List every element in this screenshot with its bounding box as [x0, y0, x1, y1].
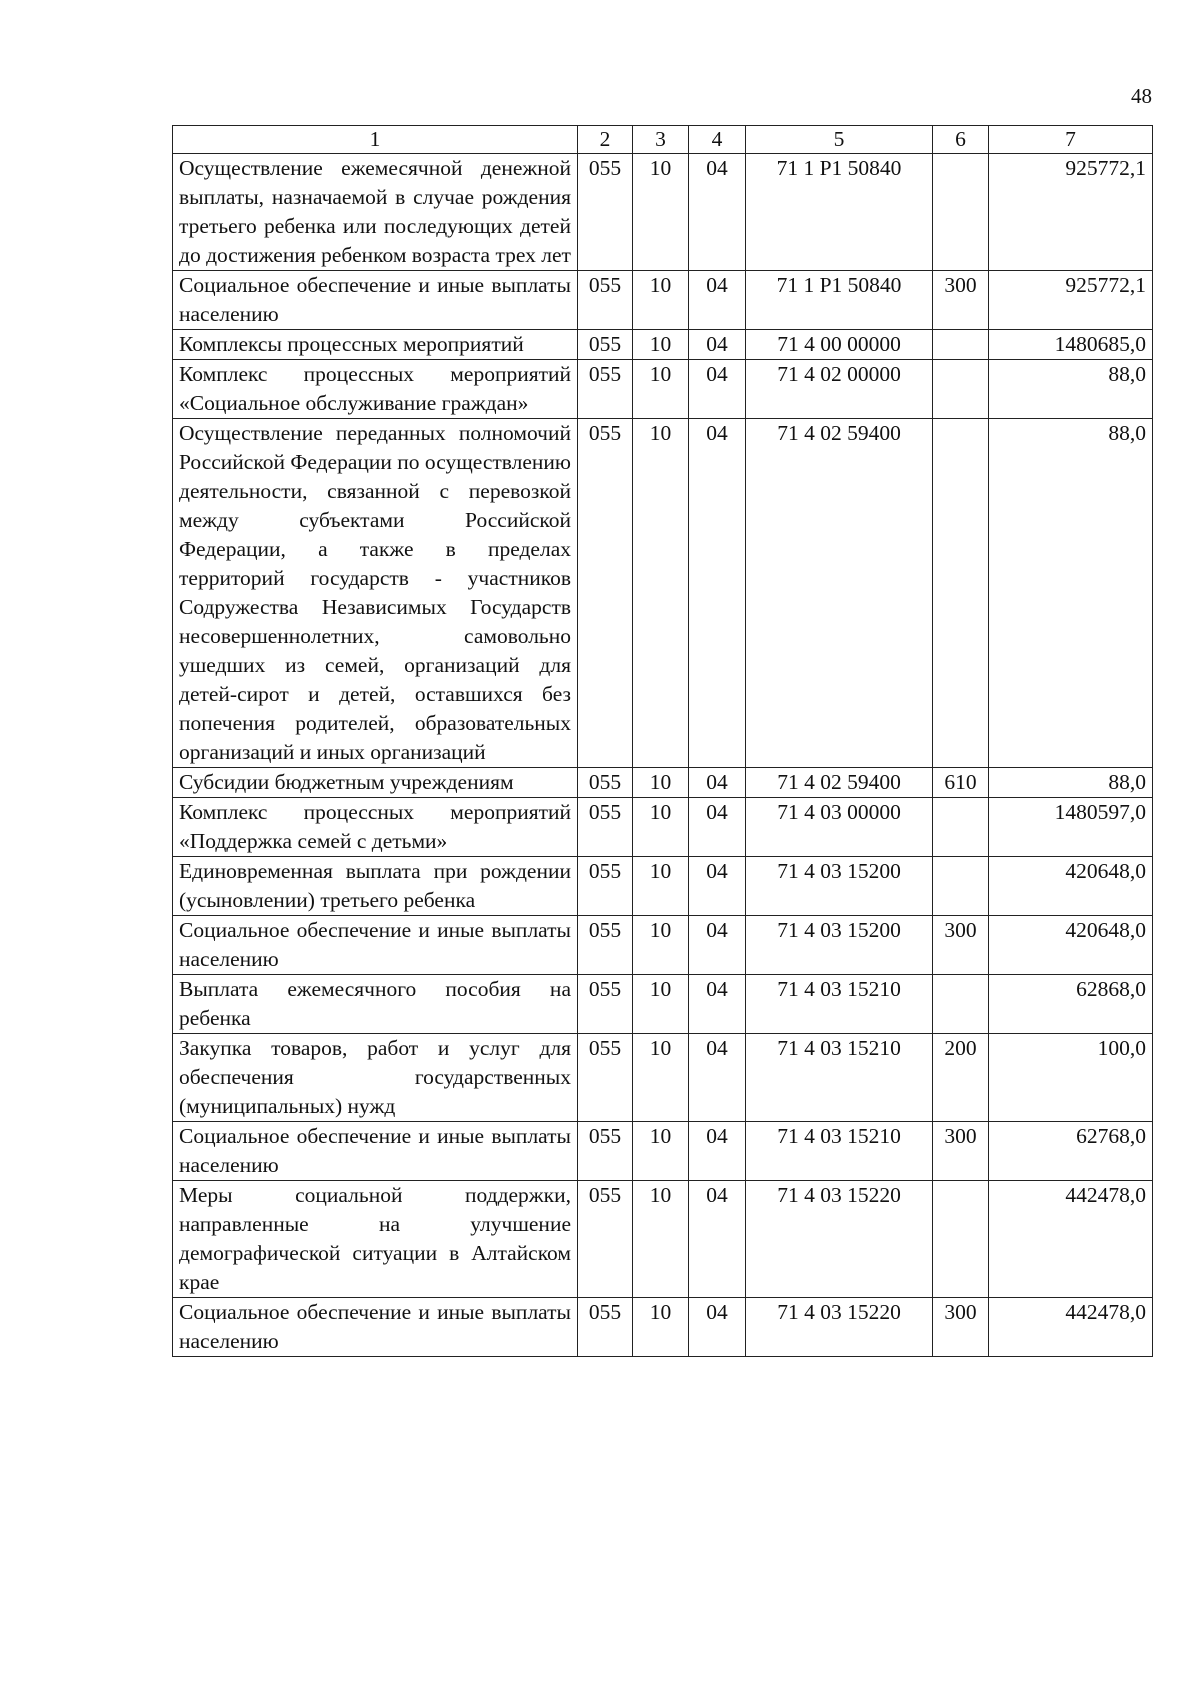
row-amount-cell: 100,0 [989, 1034, 1153, 1122]
row-amount-cell: 1480597,0 [989, 798, 1153, 857]
row-expense-type-cell [933, 360, 989, 419]
column-header: 5 [746, 126, 933, 154]
row-expense-type-cell [933, 1181, 989, 1298]
row-section-cell: 10 [633, 1181, 689, 1298]
row-name-cell: Комплексы процессных мероприятий [173, 330, 578, 360]
row-expense-type-cell [933, 857, 989, 916]
row-name-cell: Закупка товаров, работ и услуг для обеспечения государственных (муниципальных) нужд [173, 1034, 578, 1122]
row-expense-type-cell: 610 [933, 768, 989, 798]
table-row [173, 419, 1153, 768]
table-row [173, 798, 1153, 857]
row-amount-cell: 88,0 [989, 360, 1153, 419]
table-row [173, 330, 1153, 360]
row-amount-cell: 88,0 [989, 419, 1153, 768]
row-name-cell: Комплекс процессных мероприятий «Поддержка семей с детьми» [173, 798, 578, 857]
row-name-cell: Социальное обеспечение и иные выплаты населению [173, 271, 578, 330]
row-subsection-cell: 04 [689, 1122, 746, 1181]
row-subsection-cell: 04 [689, 975, 746, 1034]
row-target-code-cell: 71 4 02 59400 [746, 768, 933, 798]
row-grbs-cell: 055 [578, 916, 633, 975]
table-row [173, 857, 1153, 916]
table-row [173, 360, 1153, 419]
row-target-code-cell: 71 4 03 15210 [746, 1122, 933, 1181]
table-row [173, 916, 1153, 975]
row-section-cell: 10 [633, 154, 689, 271]
row-grbs-cell: 055 [578, 1181, 633, 1298]
row-target-code-cell: 71 4 03 15210 [746, 1034, 933, 1122]
row-target-code-cell: 71 1 P1 50840 [746, 271, 933, 330]
row-grbs-cell: 055 [578, 857, 633, 916]
row-target-code-cell: 71 4 03 15220 [746, 1181, 933, 1298]
row-name-cell: Осуществление ежемесячной денежной выплаты, назначаемой в случае рождения третьего ребенка или последующих детей до достижения ребенком возраста трех лет [173, 154, 578, 271]
row-target-code-cell: 71 4 00 00000 [746, 330, 933, 360]
row-grbs-cell: 055 [578, 154, 633, 271]
row-expense-type-cell: 300 [933, 271, 989, 330]
table-body [173, 154, 1153, 1357]
row-subsection-cell: 04 [689, 154, 746, 271]
row-grbs-cell: 055 [578, 419, 633, 768]
row-grbs-cell: 055 [578, 1298, 633, 1357]
row-amount-cell: 88,0 [989, 768, 1153, 798]
row-subsection-cell: 04 [689, 1298, 746, 1357]
row-expense-type-cell: 300 [933, 1122, 989, 1181]
row-expense-type-cell [933, 154, 989, 271]
row-section-cell: 10 [633, 857, 689, 916]
table-row [173, 1122, 1153, 1181]
row-target-code-cell: 71 4 03 15220 [746, 1298, 933, 1357]
row-expense-type-cell [933, 330, 989, 360]
row-amount-cell: 1480685,0 [989, 330, 1153, 360]
row-subsection-cell: 04 [689, 360, 746, 419]
row-subsection-cell: 04 [689, 798, 746, 857]
row-amount-cell: 420648,0 [989, 857, 1153, 916]
row-section-cell: 10 [633, 768, 689, 798]
row-target-code-cell: 71 1 P1 50840 [746, 154, 933, 271]
row-expense-type-cell: 300 [933, 916, 989, 975]
row-name-cell: Социальное обеспечение и иные выплаты населению [173, 1298, 578, 1357]
row-grbs-cell: 055 [578, 330, 633, 360]
row-grbs-cell: 055 [578, 975, 633, 1034]
row-grbs-cell: 055 [578, 271, 633, 330]
row-target-code-cell: 71 4 02 00000 [746, 360, 933, 419]
column-header: 3 [633, 126, 689, 154]
row-subsection-cell: 04 [689, 330, 746, 360]
table-row [173, 1298, 1153, 1357]
table-row [173, 271, 1153, 330]
row-subsection-cell: 04 [689, 1034, 746, 1122]
row-section-cell: 10 [633, 419, 689, 768]
row-amount-cell: 442478,0 [989, 1181, 1153, 1298]
row-subsection-cell: 04 [689, 916, 746, 975]
row-grbs-cell: 055 [578, 1122, 633, 1181]
row-name-cell: Социальное обеспечение и иные выплаты населению [173, 916, 578, 975]
row-section-cell: 10 [633, 975, 689, 1034]
row-amount-cell: 62768,0 [989, 1122, 1153, 1181]
row-grbs-cell: 055 [578, 360, 633, 419]
row-subsection-cell: 04 [689, 768, 746, 798]
row-amount-cell: 442478,0 [989, 1298, 1153, 1357]
row-section-cell: 10 [633, 1122, 689, 1181]
row-grbs-cell: 055 [578, 1034, 633, 1122]
row-target-code-cell: 71 4 03 00000 [746, 798, 933, 857]
row-subsection-cell: 04 [689, 857, 746, 916]
row-expense-type-cell [933, 798, 989, 857]
row-subsection-cell: 04 [689, 419, 746, 768]
column-header: 4 [689, 126, 746, 154]
row-target-code-cell: 71 4 03 15200 [746, 857, 933, 916]
row-section-cell: 10 [633, 271, 689, 330]
row-grbs-cell: 055 [578, 798, 633, 857]
row-expense-type-cell [933, 419, 989, 768]
row-expense-type-cell [933, 975, 989, 1034]
table-header-row [173, 126, 1153, 154]
row-section-cell: 10 [633, 330, 689, 360]
table-row [173, 1034, 1153, 1122]
row-expense-type-cell: 200 [933, 1034, 989, 1122]
row-expense-type-cell: 300 [933, 1298, 989, 1357]
row-name-cell: Единовременная выплата при рождении (усыновлении) третьего ребенка [173, 857, 578, 916]
table-row [173, 975, 1153, 1034]
row-name-cell: Меры социальной поддержки, направленные на улучшение демографической ситуации в Алтайском крае [173, 1181, 578, 1298]
column-header: 1 [173, 126, 578, 154]
row-section-cell: 10 [633, 360, 689, 419]
column-header: 7 [989, 126, 1153, 154]
row-target-code-cell: 71 4 03 15200 [746, 916, 933, 975]
row-section-cell: 10 [633, 1298, 689, 1357]
table-row [173, 154, 1153, 271]
row-amount-cell: 925772,1 [989, 271, 1153, 330]
row-subsection-cell: 04 [689, 271, 746, 330]
row-name-cell: Субсидии бюджетным учреждениям [173, 768, 578, 798]
budget-table [172, 125, 1153, 1357]
row-section-cell: 10 [633, 916, 689, 975]
row-target-code-cell: 71 4 02 59400 [746, 419, 933, 768]
row-name-cell: Социальное обеспечение и иные выплаты населению [173, 1122, 578, 1181]
row-amount-cell: 925772,1 [989, 154, 1153, 271]
table-row [173, 1181, 1153, 1298]
row-name-cell: Комплекс процессных мероприятий «Социальное обслуживание граждан» [173, 360, 578, 419]
row-amount-cell: 420648,0 [989, 916, 1153, 975]
page-number: 48 [1131, 84, 1152, 108]
row-section-cell: 10 [633, 798, 689, 857]
row-section-cell: 10 [633, 1034, 689, 1122]
row-name-cell: Осуществление переданных полномочий Российской Федерации по осуществлению деятельности, связанной с перевозкой между субъектами Российской Федерации, а также в пределах территорий государств - участников Содружества Независимых Государств несовершеннолетних, самовольно ушедших из семей, организаций для детей-сирот и детей, оставшихся без попечения родителей, образовательных организаций и иных организаций [173, 419, 578, 768]
row-subsection-cell: 04 [689, 1181, 746, 1298]
table-row [173, 768, 1153, 798]
row-name-cell: Выплата ежемесячного пособия на ребенка [173, 975, 578, 1034]
column-header: 2 [578, 126, 633, 154]
column-header: 6 [933, 126, 989, 154]
row-grbs-cell: 055 [578, 768, 633, 798]
row-target-code-cell: 71 4 03 15210 [746, 975, 933, 1034]
row-amount-cell: 62868,0 [989, 975, 1153, 1034]
